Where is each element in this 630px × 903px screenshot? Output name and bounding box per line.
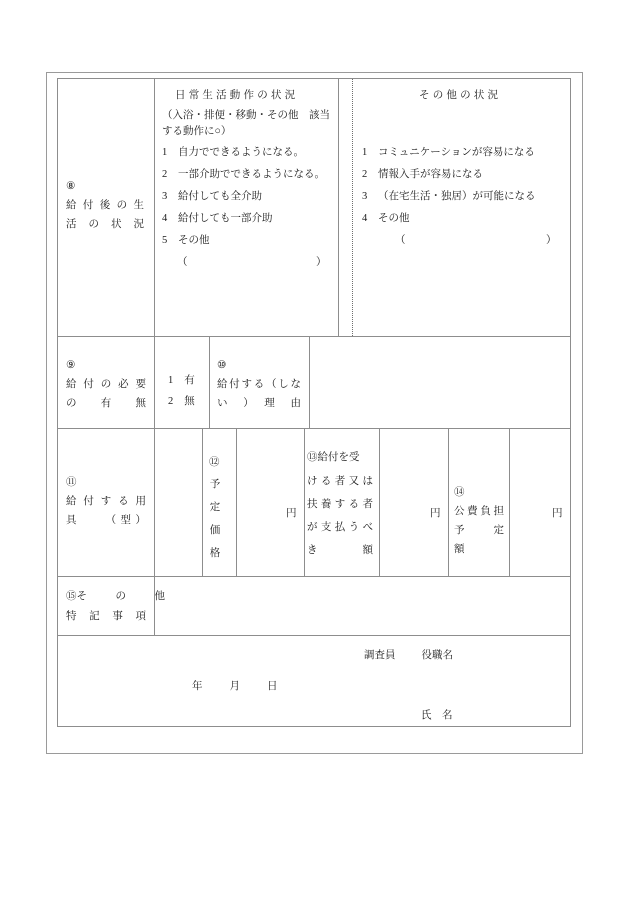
section9-choice-1-text: 有	[184, 375, 195, 386]
adl-option-2-num: 2	[162, 169, 168, 180]
section10-label-line1: 給付する（しな	[217, 379, 301, 390]
section13-label-line2: ける者又は	[307, 476, 373, 487]
section13-label-line5: き 額	[307, 545, 373, 556]
date-month-label: 月	[229, 681, 240, 692]
section11-value-divider	[202, 428, 203, 576]
section13-value-divider	[448, 428, 449, 576]
adl-option-3-num: 3	[162, 191, 168, 202]
other-option-3-num: 3	[362, 191, 368, 202]
section9-label-divider	[154, 336, 155, 428]
adl-panel-note-line1: （入浴・排便・移動・その他 該当	[162, 110, 330, 121]
adl-option-1-num: 1	[162, 147, 168, 158]
section9-choice-1[interactable]	[168, 372, 195, 389]
section9-choice-2-text: 無	[184, 396, 195, 407]
section8-label-divider	[154, 79, 155, 336]
section8-dotted-divider	[352, 79, 353, 336]
signature-block	[58, 636, 571, 727]
section9-number: ⑨	[66, 360, 76, 371]
section14-label-line2: 予 定 額	[454, 525, 515, 555]
section11-label-line1: 給付する用	[66, 496, 146, 507]
section10-reason-input-area[interactable]	[310, 337, 571, 428]
section9-choice-2-num: 2	[168, 396, 174, 407]
other-option-4[interactable]	[362, 210, 410, 227]
inspector-position-label: 役職名	[421, 650, 453, 661]
adl-other-paren-close: ）	[316, 257, 327, 268]
inspector-row	[364, 648, 453, 664]
inspector-label: 調査員	[364, 650, 396, 661]
other-option-4-num: 4	[362, 213, 368, 224]
section8-number: ⑧	[66, 181, 76, 192]
adl-option-3[interactable]	[162, 188, 262, 205]
adl-option-4-text: 給付しても一部介助	[178, 213, 273, 224]
section15-label-line2: 特 記 事 項	[66, 611, 146, 622]
other-option-2-num: 2	[362, 169, 368, 180]
other-option-3-text: （在宅生活・独居）が可能になる	[378, 191, 536, 202]
section9-choice-1-num: 1	[168, 375, 174, 386]
adl-panel-note-line2: する動作に○）	[162, 126, 232, 137]
section13-yen-unit: 円	[430, 508, 441, 519]
section11-equipment-input-area[interactable]	[155, 429, 201, 575]
section15-notes-input-area[interactable]	[155, 577, 571, 634]
section12-number: ⑫	[209, 457, 220, 468]
section14-yen-unit: 円	[552, 508, 563, 519]
section12-yen-unit: 円	[286, 508, 297, 519]
adl-option-4[interactable]	[162, 210, 273, 227]
adl-option-5-text: その他	[178, 235, 210, 246]
adl-other-paren-open: （	[177, 257, 188, 268]
section11-label-line2: 具 （型）	[66, 515, 146, 526]
section8-label-line1: 給付後の生	[66, 200, 144, 211]
adl-option-5[interactable]	[162, 232, 210, 249]
other-option-2-text: 情報入手が容易になる	[378, 169, 483, 180]
section12-label-char-1: 予	[209, 479, 221, 490]
section12-value-divider	[304, 428, 305, 576]
other-option-2[interactable]	[362, 166, 483, 183]
section8-panel-divider	[338, 79, 339, 336]
other-other-paren-open: （	[395, 235, 406, 246]
section13-label-line3: 扶養する者	[307, 499, 373, 510]
section15-number: ⑮	[66, 591, 77, 602]
survey-form-table	[57, 78, 571, 727]
name-label: 氏 名	[421, 710, 453, 721]
adl-panel-title: 日常生活動作の状況	[175, 90, 299, 101]
date-year-label: 年	[192, 681, 203, 692]
other-option-4-text: その他	[378, 213, 410, 224]
section9-label-line1: 給付の必要	[66, 379, 146, 390]
adl-option-3-text: 給付しても全介助	[178, 191, 262, 202]
adl-option-2-text: 一部介助でできるようになる。	[178, 169, 325, 180]
section14-number: ⑭	[454, 487, 465, 498]
other-option-3[interactable]	[362, 188, 536, 205]
adl-option-1[interactable]	[162, 144, 304, 161]
section12-label-char-3: 価	[209, 525, 221, 536]
section9-choice-divider	[209, 336, 210, 428]
section10-label-line2: い ） 理 由	[217, 398, 301, 409]
section14-amount-input-area[interactable]	[510, 429, 571, 575]
section13-label-text-1: 給付を受	[317, 452, 360, 463]
adl-option-5-num: 5	[162, 235, 168, 246]
row-separator-9-11	[58, 428, 571, 429]
section9-choice-2[interactable]	[168, 393, 195, 410]
section8-label-line2: 活の状況	[66, 219, 144, 230]
section12-price-input-area[interactable]	[237, 429, 303, 575]
section13-label-line4: が支払うべ	[307, 522, 373, 533]
other-option-1-num: 1	[362, 147, 368, 158]
date-row[interactable]	[192, 679, 278, 695]
section13-label-line1	[307, 449, 360, 466]
section12-label-char-4: 格	[209, 548, 221, 559]
date-day-label: 日	[267, 681, 278, 692]
other-panel-title: その他の状況	[419, 90, 502, 101]
section12-label-char-2: 定	[209, 502, 221, 513]
section9-label-line2: の 有 無	[66, 398, 146, 409]
section14-label-line1: 公費負担	[454, 506, 504, 517]
section15-label-text-1: そ の 他	[76, 591, 174, 602]
name-row[interactable]	[421, 708, 453, 724]
adl-option-1-text: 自力でできるようになる。	[178, 147, 304, 158]
adl-option-4-num: 4	[162, 213, 168, 224]
section13-amount-input-area[interactable]	[380, 429, 447, 575]
adl-option-2[interactable]	[162, 166, 325, 183]
section10-number: ⑩	[217, 360, 227, 371]
section11-number: ⑪	[66, 477, 77, 488]
other-option-1[interactable]	[362, 144, 535, 161]
other-other-paren-close: ）	[546, 235, 557, 246]
section13-number: ⑬	[307, 452, 318, 463]
other-option-1-text: コミュニケーションが容易になる	[378, 147, 535, 158]
